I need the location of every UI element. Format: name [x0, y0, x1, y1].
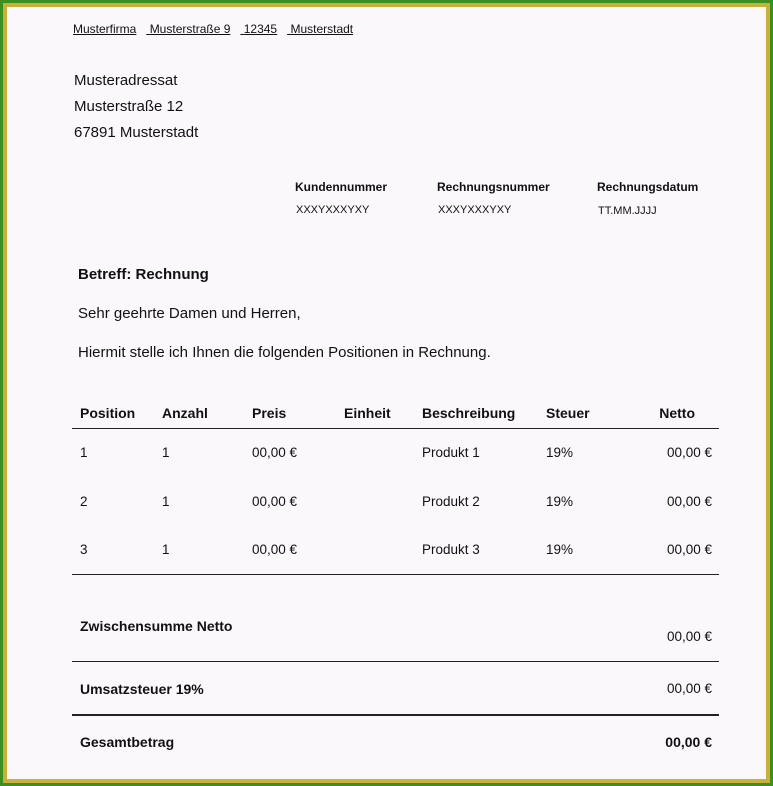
tax-value: 00,00 €: [666, 681, 712, 696]
row-2-description: Produkt 2: [422, 494, 480, 509]
recipient-street: Musterstraße 12: [74, 98, 184, 115]
subtotal-label: Zwischensumme Netto: [80, 618, 233, 634]
invoice-date-value: TT.MM.JJJJ: [598, 205, 657, 217]
total-value: 00,00 €: [665, 734, 712, 750]
customer-number-label: Kundennummer: [295, 180, 388, 194]
intro-text: Hiermit stelle ich Ihnen die folgenden Positionen in Rechnung.: [78, 344, 491, 361]
row-3-tax: 19%: [546, 542, 574, 557]
invoice-number-value: XXXYXXXYXY: [438, 204, 512, 216]
salutation: Sehr geehrte Damen und Herren,: [78, 305, 301, 322]
row-1-net: 00,00 €: [666, 445, 712, 460]
recipient-city: 67891 Musterstadt: [74, 124, 199, 141]
sender-company: Musterfirma: [73, 22, 137, 36]
row-3-position: 3: [80, 542, 88, 557]
row-2-position: 2: [80, 494, 88, 509]
row-2-net: 00,00 €: [666, 494, 712, 509]
header-rule: [72, 428, 719, 429]
row-2-price: 00,00 €: [252, 494, 298, 509]
col-header-position: Position: [80, 405, 136, 421]
row-3-price: 00,00 €: [252, 542, 298, 557]
customer-number-value: XXXYXXXYXY: [296, 204, 370, 216]
tax-label: Umsatzsteuer 19%: [80, 681, 204, 697]
row-1-description: Produkt 1: [422, 445, 480, 460]
table-bottom-rule: [72, 574, 719, 575]
col-header-tax: Steuer: [546, 405, 590, 421]
col-header-description: Beschreibung: [422, 405, 516, 421]
invoice-number-label: Rechnungsnummer: [437, 180, 550, 194]
row-1-quantity: 1: [162, 445, 170, 460]
recipient-name: Musteradressat: [74, 72, 178, 89]
subtotal-rule: [72, 661, 719, 662]
row-3-net: 00,00 €: [666, 542, 712, 557]
subtotal-value: 00,00 €: [666, 629, 712, 644]
sender-zip: 12345: [243, 22, 278, 36]
tax-rule: [72, 714, 719, 716]
invoice-page: [7, 7, 766, 779]
row-2-quantity: 1: [162, 494, 170, 509]
col-header-net: Netto: [659, 405, 695, 421]
row-1-tax: 19%: [546, 445, 574, 460]
sender-city: Musterstadt: [290, 22, 354, 36]
total-label: Gesamtbetrag: [80, 734, 175, 750]
sender-street: Musterstraße 9: [149, 22, 231, 36]
row-1-price: 00,00 €: [252, 445, 298, 460]
subject-line: Betreff: Rechnung: [78, 266, 209, 283]
sender-line: [73, 22, 363, 36]
col-header-price: Preis: [252, 405, 287, 421]
invoice-date-label: Rechnungsdatum: [597, 180, 699, 194]
row-3-description: Produkt 3: [422, 542, 480, 557]
row-2-tax: 19%: [546, 494, 574, 509]
col-header-quantity: Anzahl: [162, 405, 208, 421]
row-1-position: 1: [80, 445, 88, 460]
col-header-unit: Einheit: [344, 405, 391, 421]
row-3-quantity: 1: [162, 542, 170, 557]
